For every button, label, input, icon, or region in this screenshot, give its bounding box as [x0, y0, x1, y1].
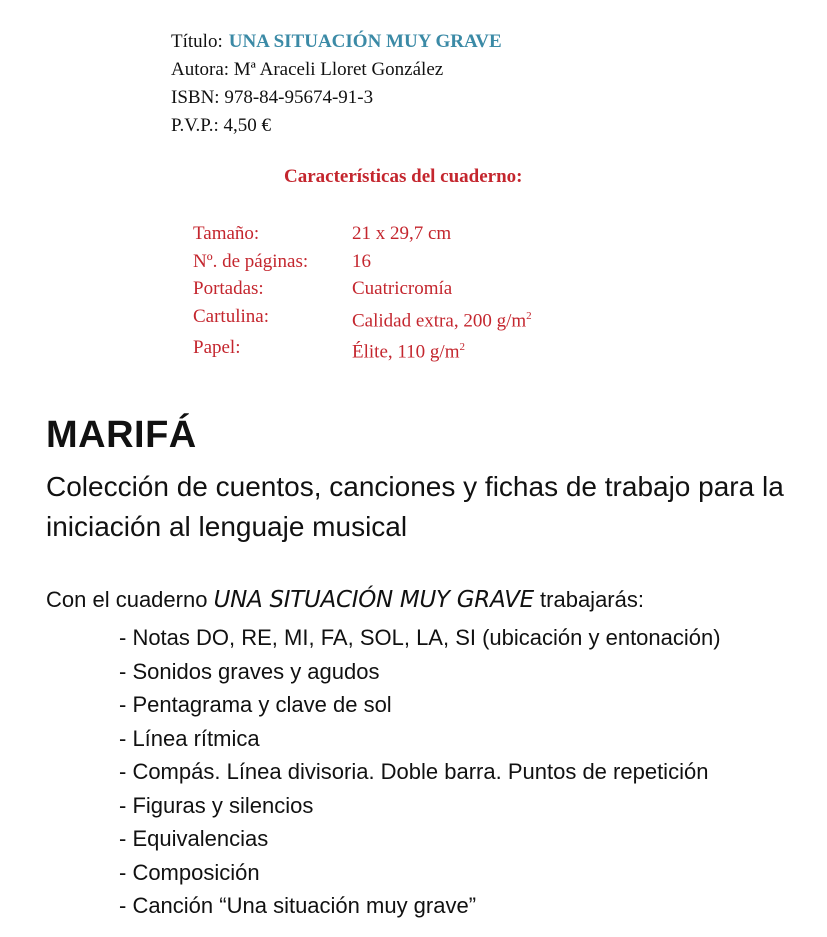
- list-item: - Notas DO, RE, MI, FA, SOL, LA, SI (ubicación y entonación): [119, 625, 721, 650]
- title-line: [171, 28, 502, 56]
- spec-row: [193, 275, 532, 303]
- spec-row: [193, 220, 532, 248]
- spec-label: Portadas:: [193, 278, 264, 299]
- book-info: [171, 28, 502, 140]
- intro-before: Con el cuaderno: [46, 587, 214, 612]
- specs-table: [193, 220, 532, 366]
- book-title: UNA SITUACIÓN MUY GRAVE: [228, 31, 502, 52]
- spec-value: Calidad extra, 200 $g/m^2$: [352, 309, 532, 331]
- author-line: Autora: Mª Araceli Lloret González: [171, 59, 444, 80]
- intro-book-title: UNA SITUACIÓN MUY GRAVE: [213, 587, 534, 613]
- title-label: Título:: [171, 31, 223, 52]
- list-item: - Figuras y silencios: [119, 792, 314, 818]
- spec-value: 21 x 29,7 cm: [352, 223, 452, 244]
- list-item: - Composición: [119, 859, 260, 885]
- spec-value: Élite, 110 $g/m^2$: [352, 341, 465, 363]
- spec-row: [193, 334, 532, 366]
- specs-heading: Características del cuaderno:: [284, 166, 523, 187]
- list-item: - Compás. Línea divisoria. Doble barra. Puntos de repetición: [119, 759, 709, 784]
- list-item: - Sonidos graves y agudos: [119, 658, 380, 684]
- price-line: P.V.P.: 4,50 €: [171, 115, 271, 136]
- intro-after: trabajarás:: [533, 587, 644, 612]
- collection-subtitle: Colección de cuentos, canciones y fichas de trabajo para la iniciación al lenguaje musical: [46, 471, 784, 542]
- list-item: - Línea rítmica: [119, 725, 260, 751]
- spec-label: Nº. de páginas:: [193, 250, 309, 272]
- isbn-line: ISBN: 978-84-95674-91-3: [171, 87, 374, 108]
- list-item: - Pentagrama y clave de sol: [119, 692, 392, 717]
- collection-name: MARIFÁ: [46, 414, 197, 456]
- spec-label: Cartulina:: [193, 305, 269, 327]
- spec-row: [193, 303, 532, 335]
- list-item: - Canción “Una situación muy grave”: [119, 893, 477, 918]
- spec-value: 16: [352, 250, 371, 272]
- list-item: - Equivalencias: [119, 826, 269, 851]
- intro-line: [46, 587, 644, 613]
- spec-label: Tamaño:: [193, 223, 260, 244]
- spec-value: Cuatricromía: [352, 278, 453, 299]
- topics-list: [119, 621, 721, 923]
- spec-label: Papel:: [193, 337, 241, 359]
- spec-row: [193, 248, 532, 276]
